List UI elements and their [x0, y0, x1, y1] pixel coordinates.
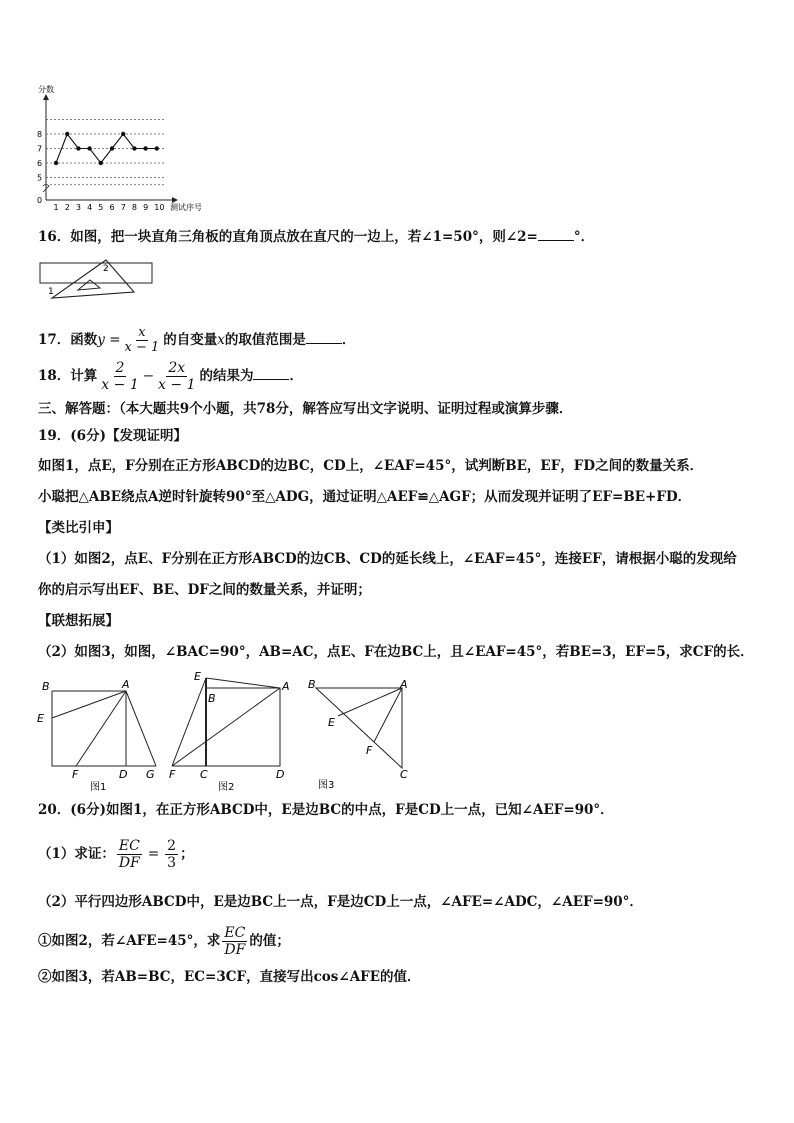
fig3-label-A: A: [400, 678, 408, 691]
fig2-label-A: A: [282, 680, 290, 693]
q20-p1-label: （1）求证：: [38, 846, 115, 862]
data-point: [99, 161, 103, 165]
q16-text: 16．如图，把一块直角三角板的直角顶点放在直尺的一边上，若∠1=50°，则∠2=: [38, 229, 538, 245]
data-point: [132, 146, 136, 150]
q20-part1: [38, 836, 194, 872]
q20-part2: （2）平行四边形ABCD中，E是边BC上一点，F是边CD上一点，∠AFE=∠ADC，∠AEF=90°．: [38, 894, 643, 910]
q20-p1-num: EC: [118, 838, 140, 854]
q18-fraction-2: [156, 360, 197, 393]
fig2-label-C: C: [200, 768, 208, 781]
q17-var: x: [217, 332, 225, 348]
fig1-label-G: G: [146, 768, 155, 781]
fig2-label-D: D: [276, 768, 285, 781]
x-tick-label: 9: [143, 203, 149, 212]
fig1-label-E: E: [37, 712, 44, 725]
q18-fraction-1: [99, 360, 140, 393]
fig2-label-E: E: [194, 670, 201, 683]
question-18: [38, 360, 303, 392]
y-tick-label: 6: [37, 159, 43, 168]
x-tick-label: 1: [53, 203, 59, 212]
q20-p3-den: DF: [224, 942, 246, 958]
angle-2-label: 2: [103, 264, 109, 274]
fig1-caption: 图1: [90, 782, 107, 793]
q20-p3-num: EC: [224, 925, 246, 941]
fig2-label-B: B: [208, 692, 216, 705]
ruler: [40, 263, 152, 283]
angle-1-label: 1: [48, 287, 54, 297]
q20-p1-den: DF: [118, 855, 140, 871]
q19-heading-analogy: 【类比引申】: [38, 520, 119, 536]
question-16: [38, 228, 594, 246]
fig3-caption: 图3: [318, 780, 335, 791]
data-point: [65, 132, 69, 136]
q16-blank: [538, 228, 574, 241]
fig1-label-B: B: [42, 680, 50, 693]
fig1-label-D: D: [119, 768, 128, 781]
q17-text3: 的取值范围是: [224, 332, 306, 348]
q17-blank: [306, 331, 342, 344]
x-tick-label: 8: [131, 203, 137, 212]
q18-end: ．: [289, 368, 303, 384]
q20-p3-fraction: [222, 925, 247, 958]
q16-ruler-triangle-figure: [38, 258, 158, 308]
q19-p2: 小聪把△ABE绕点A逆时针旋转90°至△ADG，通过证明△AEF≌△AGF；从而发现并证明了EF=BE+FD．: [38, 489, 692, 505]
q20-p1-rden: 3: [167, 855, 177, 871]
q20-p3-text: ①如图2，若∠AFE=45°，求: [38, 933, 221, 949]
score-line-chart: [30, 80, 230, 212]
q17-text: 17．函数: [38, 332, 98, 348]
q20-p1-rnum: 2: [167, 838, 177, 854]
q17-fraction: [123, 326, 162, 355]
q20-part2-1: [38, 924, 290, 958]
y-tick-label: 8: [37, 130, 43, 139]
x-tick-label: 7: [120, 203, 126, 212]
x-tick-label: 3: [75, 203, 81, 212]
q17-end: ．: [341, 332, 356, 348]
q20-p1-ratio: [165, 838, 178, 871]
y-axis-arrow: [43, 94, 49, 100]
y-axis-label: 分数: [38, 85, 54, 94]
q20-p1-end: ；: [180, 846, 194, 862]
fig3-label-F: F: [366, 744, 373, 757]
q19-title: 19．(6分)【发现证明】: [38, 428, 187, 444]
fig1-label-A: A: [122, 678, 130, 691]
data-point: [155, 146, 159, 150]
q17-func: y =: [97, 332, 121, 348]
q18-f2-num: 2x: [168, 360, 186, 376]
data-point: [76, 146, 80, 150]
q17-den: x − 1: [124, 340, 160, 355]
fig2-caption: 图2: [218, 782, 235, 793]
fig1-label-F: F: [72, 768, 79, 781]
q20-p1-eq: =: [147, 846, 160, 862]
fig3-label-C: C: [400, 768, 408, 781]
q19-heading-extension: 【联想拓展】: [38, 613, 119, 629]
q18-text: 18．计算: [38, 368, 98, 384]
q19-figure-3: [306, 676, 416, 794]
q18-f1-den: x − 1: [101, 377, 139, 393]
q18-blank: [253, 367, 289, 380]
q20-part2-2: ②如图3，若AB=BC，EC=3CF，直接写出cos∠AFE的值．: [38, 969, 421, 985]
set-square-outer: [52, 260, 134, 298]
y-tick-label: 5: [37, 173, 43, 183]
q18-f2-den: x − 1: [158, 377, 196, 393]
q20-p3-end: 的值；: [249, 933, 290, 949]
q20-p1-fraction: [117, 838, 142, 871]
q18-text2: 的结果为: [199, 368, 254, 384]
q16-end: °．: [573, 229, 595, 245]
x-tick-label: 2: [64, 203, 70, 212]
data-point: [121, 132, 125, 136]
section-3-heading: 三、解答题：（本大题共9个小题，共78分，解答应写出文字说明、证明过程或演算步骤．: [38, 401, 573, 417]
q19-p5: （2）如图3，如图，∠BAC=90°，AB=AC，点E、F在边BC上，且∠EAF=45°，若BE=3，EF=5，求CF的长．: [38, 644, 754, 660]
q17-text2: 的自变量: [163, 332, 218, 348]
q20-title: 20．(6分)如图1，在正方形ABCD中，E是边BC的中点，F是CD上一点，已知∠AEF=90°．: [38, 802, 614, 818]
q18-f1-num: 2: [115, 360, 125, 376]
y-tick-label: 7: [37, 144, 43, 154]
q19-figure-2: [160, 668, 300, 794]
data-point: [110, 146, 114, 150]
x-tick-label: 4: [87, 203, 93, 212]
q19-figure-1: [34, 676, 164, 794]
fig3-label-B: B: [308, 678, 316, 691]
q19-p4: 你的启示写出EF、BE、DF之间的数量关系，并证明；: [38, 582, 371, 598]
origin-label: 0: [37, 196, 43, 205]
x-tick-label: 5: [98, 203, 104, 212]
q19-p3: （1）如图2，点E、F分别在正方形ABCD的边CB、CD的延长线上，∠EAF=45°，连接EF，请根据小聪的发现给: [38, 551, 737, 567]
x-axis-label: 测试序号: [170, 203, 202, 212]
data-point: [143, 146, 147, 150]
x-tick-label: 6: [109, 203, 115, 212]
question-17: [38, 325, 356, 355]
q18-minus: −: [142, 368, 155, 384]
set-square-inner: [78, 280, 100, 290]
fig2-label-F: F: [169, 768, 176, 781]
q19-p1: 如图1，点E，F分别在正方形ABCD的边BC，CD上，∠EAF=45°，试判断BE，EF，FD之间的数量关系．: [38, 458, 704, 474]
fig3-label-E: E: [328, 716, 335, 729]
data-point: [87, 146, 91, 150]
x-tick-label: 10: [154, 203, 165, 212]
data-point: [54, 161, 58, 165]
q17-num: x: [138, 325, 146, 340]
